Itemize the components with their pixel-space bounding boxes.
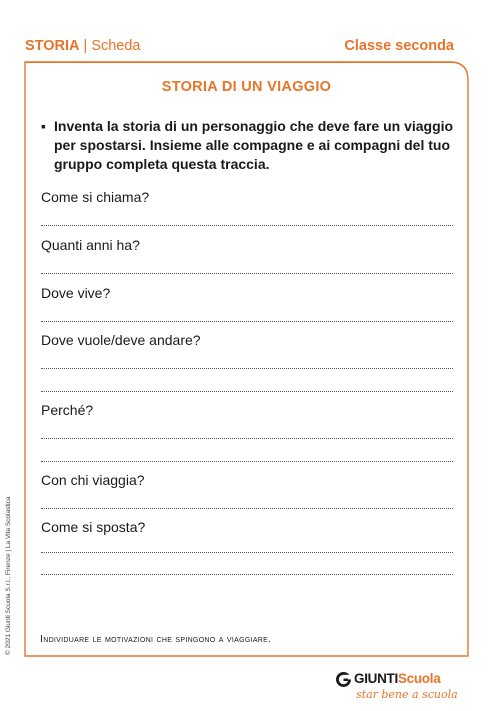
instruction-text: Inventa la storia di un personaggio che deve fare un viaggio per spostarsi. Insieme alle compagne e ai compagni del tuo gruppo completa questa traccia. — [54, 118, 454, 172]
answer-line[interactable] — [41, 508, 453, 509]
copyright-notice: © 2021 Giunti Scuola S.r.l., Firenze | La Vita Scolastica — [5, 496, 12, 655]
answer-line[interactable] — [41, 438, 453, 439]
instruction-block — [41, 117, 461, 174]
answer-line[interactable] — [41, 552, 453, 553]
question-destination: Dove vuole/deve andare? — [41, 332, 201, 348]
logo-brand-main: GIUNTI — [354, 671, 398, 686]
header-separator: | — [83, 38, 88, 54]
question-transport: Come si sposta? — [41, 519, 146, 535]
giunti-g-icon — [336, 672, 351, 687]
answer-line[interactable] — [41, 321, 453, 322]
question-name: Come si chiama? — [41, 189, 150, 205]
answer-line[interactable] — [41, 574, 453, 575]
answer-line[interactable] — [41, 391, 453, 392]
answer-line[interactable] — [41, 273, 453, 274]
answer-line[interactable] — [41, 368, 453, 369]
question-home: Dove vive? — [41, 285, 111, 301]
answer-line[interactable] — [41, 461, 453, 462]
grade-label: Classe seconda — [344, 38, 454, 54]
worksheet-title: STORIA DI UN VIAGGIO — [161, 79, 332, 95]
logo-tagline: star bene a scuola — [356, 688, 458, 701]
logo-brand — [354, 671, 440, 686]
logo-brand-accent: Scuola — [397, 671, 441, 686]
question-why: Perché? — [41, 402, 94, 418]
bullet-icon: ▪ — [41, 118, 46, 134]
question-companions: Con chi viaggia? — [41, 472, 145, 488]
subject-label: STORIA — [25, 38, 80, 54]
learning-objective: Individuare le motivazioni che spingono a viaggiare. — [40, 633, 272, 645]
answer-line[interactable] — [41, 225, 453, 226]
question-age: Quanti anni ha? — [41, 237, 140, 253]
giunti-scuola-logo — [334, 671, 474, 705]
section-label: Scheda — [91, 38, 141, 54]
